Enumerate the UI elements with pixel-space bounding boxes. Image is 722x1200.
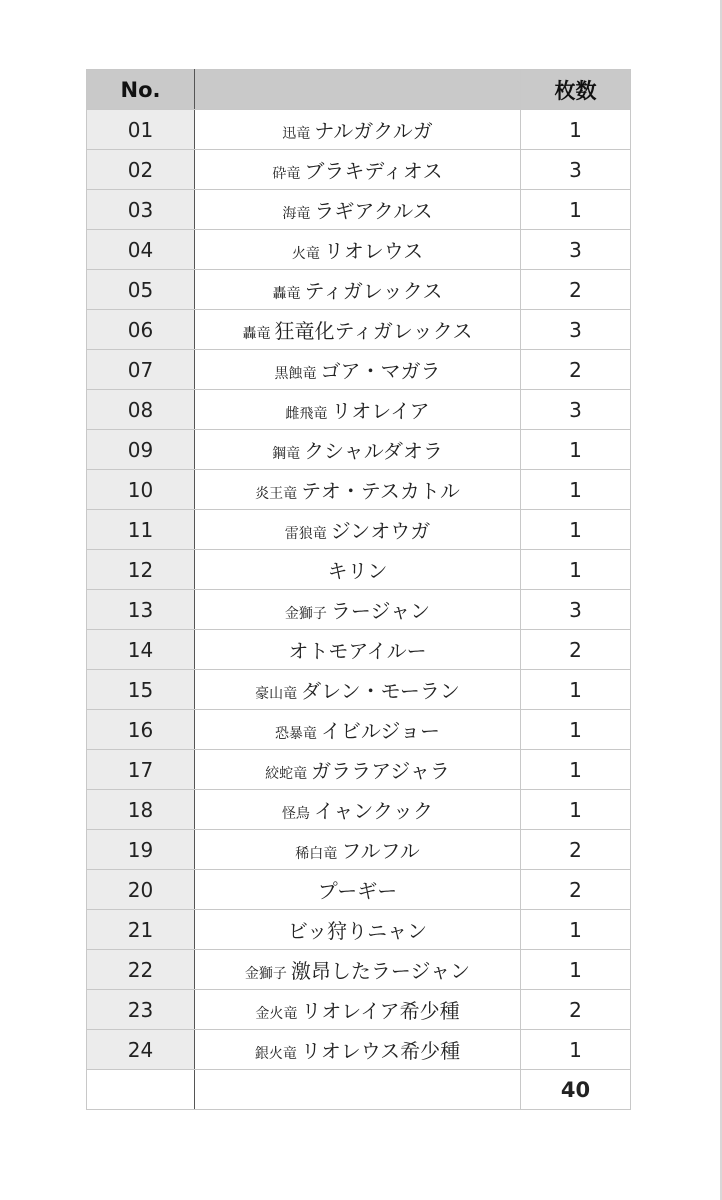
table-row: [87, 710, 631, 750]
row-count: 1: [521, 910, 631, 950]
row-count: 1: [521, 1030, 631, 1070]
row-name-cell: [195, 630, 521, 670]
table-row: [87, 670, 631, 710]
row-name-cell: [195, 910, 521, 950]
table-row: [87, 110, 631, 150]
row-name-cell: [195, 310, 521, 350]
row-number: 04: [87, 230, 195, 270]
monster-title: 炎王竜: [255, 486, 298, 502]
table-row: [87, 230, 631, 270]
row-count: 2: [521, 990, 631, 1030]
table-row: [87, 990, 631, 1030]
row-name-cell: [195, 870, 521, 910]
monster-title: 雷狼竜: [284, 526, 327, 542]
row-count: 3: [521, 150, 631, 190]
row-number: 21: [87, 910, 195, 950]
table-row: [87, 510, 631, 550]
row-name-cell: [195, 350, 521, 390]
table-row: [87, 630, 631, 670]
row-number: 11: [87, 510, 195, 550]
row-name-cell: [195, 230, 521, 270]
monster-name: リオレイア希少種: [301, 999, 460, 1023]
header-name: [195, 70, 521, 110]
monster-title: 金獅子: [284, 606, 327, 622]
row-number: 16: [87, 710, 195, 750]
monster-name: プーギー: [317, 879, 398, 903]
header-row: [87, 70, 631, 110]
monster-name: ゴア・マガラ: [320, 359, 441, 383]
monster-name: イャンクック: [313, 799, 434, 823]
monster-title: 轟竜: [242, 326, 271, 342]
row-name-cell: [195, 190, 521, 230]
row-count: 2: [521, 830, 631, 870]
table-row: [87, 950, 631, 990]
row-name-cell: [195, 750, 521, 790]
table-row: [87, 790, 631, 830]
row-count: 1: [521, 190, 631, 230]
table-row: [87, 390, 631, 430]
row-count: 2: [521, 270, 631, 310]
table-row: [87, 470, 631, 510]
row-count: 1: [521, 750, 631, 790]
table-row: [87, 830, 631, 870]
table-row: [87, 190, 631, 230]
row-name-cell: [195, 390, 521, 430]
monster-name: キリン: [327, 559, 388, 583]
row-count: 1: [521, 430, 631, 470]
row-name-cell: [195, 670, 521, 710]
row-count: 3: [521, 310, 631, 350]
row-count: 1: [521, 470, 631, 510]
monster-name: クシャルダオラ: [304, 439, 443, 463]
card-list-table: [86, 69, 631, 1110]
monster-title: 砕竜: [272, 166, 301, 182]
row-number: 24: [87, 1030, 195, 1070]
row-number: 12: [87, 550, 195, 590]
monster-title: 鋼竜: [272, 446, 301, 462]
row-count: 1: [521, 790, 631, 830]
row-name-cell: [195, 470, 521, 510]
monster-title: 火竜: [291, 246, 320, 262]
table-row: [87, 910, 631, 950]
row-name-cell: [195, 110, 521, 150]
monster-title: 海竜: [282, 206, 311, 222]
row-number: 06: [87, 310, 195, 350]
row-name-cell: [195, 710, 521, 750]
row-name-cell: [195, 990, 521, 1030]
monster-title: 迅竜: [282, 126, 311, 142]
monster-name: リオレウス: [323, 239, 424, 263]
row-count: 1: [521, 110, 631, 150]
row-number: 02: [87, 150, 195, 190]
monster-name: ダレン・モーラン: [301, 679, 460, 703]
monster-title: 金獅子: [244, 966, 287, 982]
monster-name: イビルジョー: [320, 719, 441, 743]
monster-title: 銀火竜: [254, 1046, 297, 1062]
row-number: 13: [87, 590, 195, 630]
row-number: 23: [87, 990, 195, 1030]
row-count: 1: [521, 510, 631, 550]
header-no: No.: [87, 70, 195, 110]
monster-name: ラージャン: [330, 599, 431, 623]
row-number: 08: [87, 390, 195, 430]
monster-name: フルフル: [341, 839, 420, 863]
monster-name: 狂竜化ティガレックス: [274, 319, 473, 343]
row-count: 1: [521, 710, 631, 750]
row-number: 07: [87, 350, 195, 390]
row-number: 17: [87, 750, 195, 790]
table-row: [87, 750, 631, 790]
row-number: 03: [87, 190, 195, 230]
row-name-cell: [195, 790, 521, 830]
total-empty-name: [195, 1070, 521, 1110]
row-name-cell: [195, 150, 521, 190]
row-name-cell: [195, 430, 521, 470]
table-row: [87, 590, 631, 630]
row-count: 1: [521, 670, 631, 710]
total-empty-no: [87, 1070, 195, 1110]
row-number: 14: [87, 630, 195, 670]
row-count: 3: [521, 590, 631, 630]
row-number: 19: [87, 830, 195, 870]
monster-name: リオレウス希少種: [300, 1039, 461, 1063]
monster-name: ビッ狩りニャン: [287, 919, 428, 943]
row-name-cell: [195, 270, 521, 310]
table-row: [87, 430, 631, 470]
monster-name: ブラキディオス: [304, 159, 443, 183]
table-row: [87, 150, 631, 190]
monster-name: ジンオウガ: [330, 519, 431, 543]
row-name-cell: [195, 550, 521, 590]
monster-title: 稀白竜: [295, 846, 338, 862]
table-row: [87, 350, 631, 390]
row-count: 2: [521, 630, 631, 670]
monster-title: 怪鳥: [281, 806, 310, 822]
row-count: 2: [521, 350, 631, 390]
row-number: 10: [87, 470, 195, 510]
row-number: 05: [87, 270, 195, 310]
row-count: 1: [521, 550, 631, 590]
monster-title: 金火竜: [255, 1006, 298, 1022]
row-number: 09: [87, 430, 195, 470]
table-row: [87, 550, 631, 590]
row-count: 1: [521, 950, 631, 990]
header-count: 枚数: [521, 70, 631, 110]
monster-name: ティガレックス: [304, 279, 443, 303]
monster-title: 轟竜: [272, 286, 301, 302]
monster-title: 豪山竜: [255, 686, 298, 702]
monster-name: オトモアイルー: [288, 639, 427, 663]
monster-name: ガララアジャラ: [311, 759, 450, 783]
row-number: 22: [87, 950, 195, 990]
monster-name: 激昂したラージャン: [290, 959, 471, 983]
monster-title: 黒蝕竜: [274, 366, 317, 382]
monster-name: テオ・テスカトル: [301, 479, 460, 503]
total-row: [87, 1070, 631, 1110]
table-row: [87, 310, 631, 350]
row-number: 20: [87, 870, 195, 910]
monster-title: 絞蛇竜: [265, 766, 308, 782]
row-number: 18: [87, 790, 195, 830]
monster-name: リオレイア: [331, 399, 430, 423]
row-name-cell: [195, 950, 521, 990]
row-number: 15: [87, 670, 195, 710]
row-name-cell: [195, 590, 521, 630]
row-count: 3: [521, 230, 631, 270]
row-name-cell: [195, 1030, 521, 1070]
monster-title: 恐暴竜: [274, 726, 317, 742]
row-name-cell: [195, 510, 521, 550]
row-name-cell: [195, 830, 521, 870]
table-row: [87, 1030, 631, 1070]
row-count: 3: [521, 390, 631, 430]
monster-name: ラギアクルス: [314, 199, 433, 223]
total-count: 40: [521, 1070, 631, 1110]
row-count: 2: [521, 870, 631, 910]
table-row: [87, 870, 631, 910]
table-row: [87, 270, 631, 310]
monster-title: 雌飛竜: [285, 406, 328, 422]
row-number: 01: [87, 110, 195, 150]
monster-name: ナルガクルガ: [314, 119, 433, 143]
